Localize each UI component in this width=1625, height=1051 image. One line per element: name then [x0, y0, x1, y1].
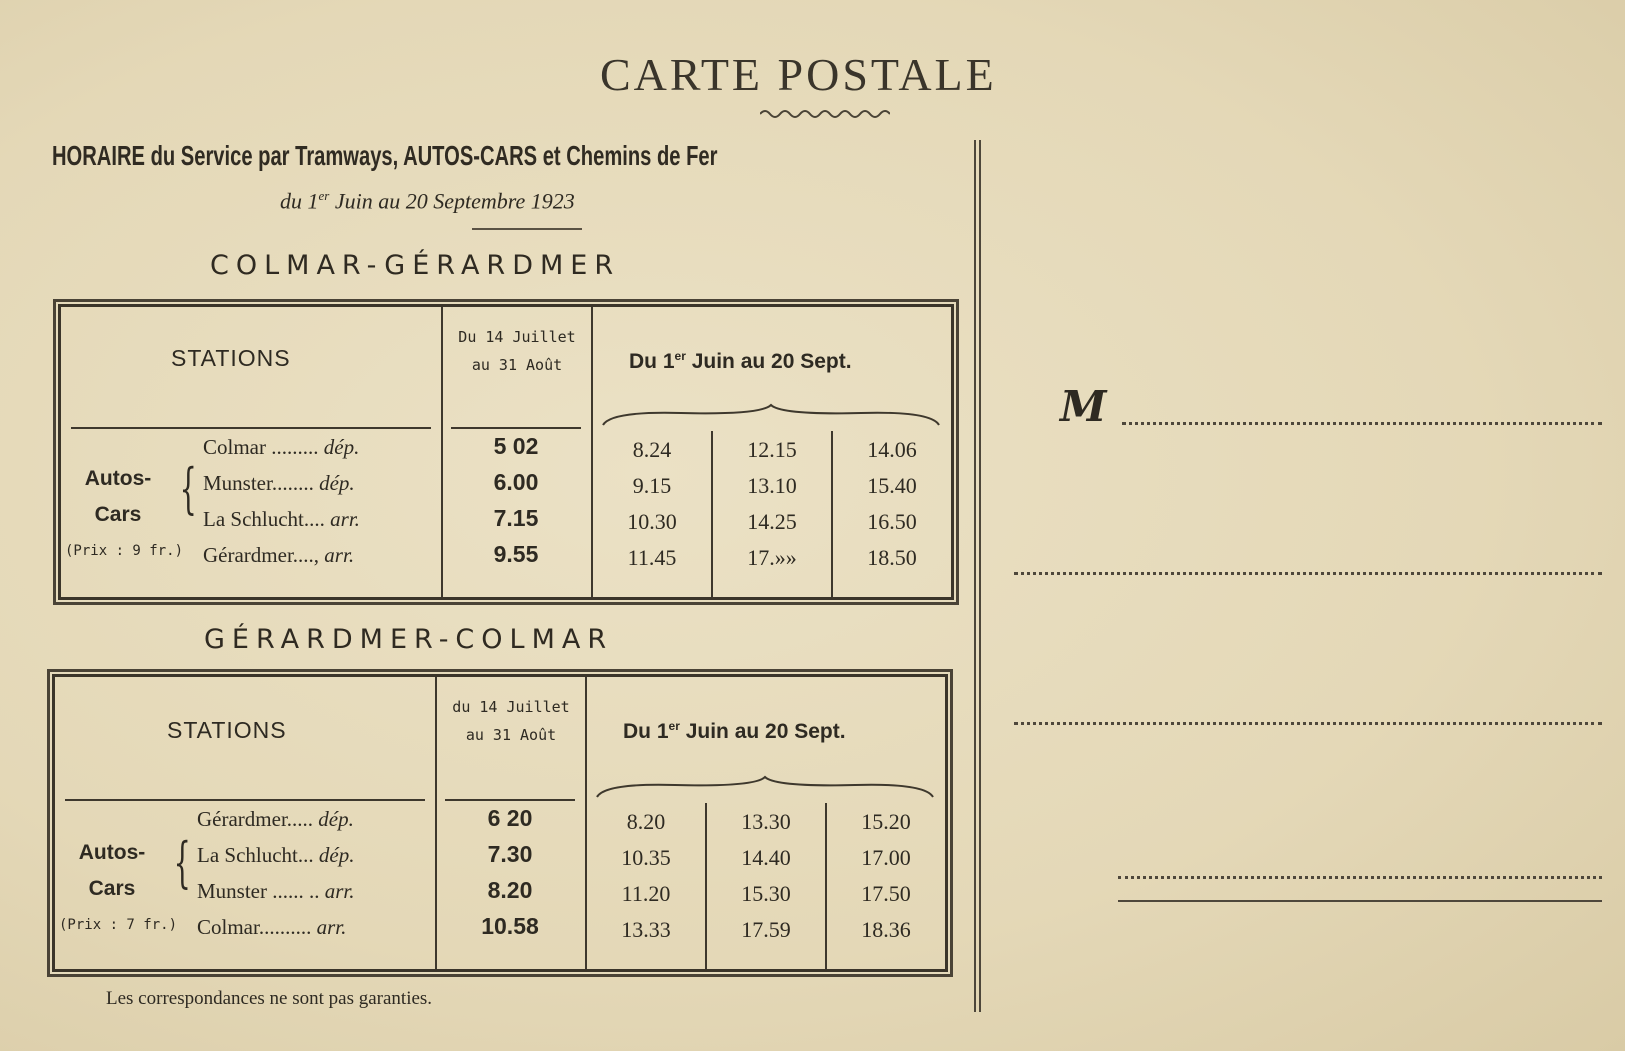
station-kind: arr.: [324, 879, 355, 903]
summer-time: 5 02: [493, 433, 539, 459]
station-kind: dép.: [318, 807, 354, 831]
station-kind: arr.: [330, 507, 360, 531]
season-time: 16.50: [867, 509, 917, 534]
season-header: [623, 719, 846, 744]
address-line: [1014, 722, 1602, 725]
season-time: 15.40: [867, 473, 917, 498]
station-name: Munster........: [203, 471, 320, 495]
season-time: 15.20: [861, 809, 911, 834]
season-sup: er: [668, 719, 680, 733]
period-post: Juin au 20 Septembre 1923: [329, 188, 575, 214]
season-time: 12.15: [747, 437, 797, 462]
title-ornament: [760, 108, 890, 120]
station-name: Gérardmer....,: [203, 543, 325, 567]
service-label-1: Autos-: [78, 841, 146, 864]
season-sup: er: [674, 349, 686, 363]
stations-header: STATIONS: [171, 345, 291, 371]
address-line: [1014, 572, 1602, 575]
timetable-period: [280, 188, 750, 214]
season-header: [629, 349, 852, 374]
stations-header: STATIONS: [167, 717, 287, 743]
footnote: Les correspondances ne sont pas garanties.: [106, 988, 433, 1009]
season-time: 8.24: [632, 437, 672, 462]
season-time: 13.10: [747, 473, 797, 498]
station-row: [197, 807, 354, 832]
sept-brace: [601, 403, 941, 429]
summer-time: 7.15: [493, 505, 539, 531]
service-label-2: Cars: [94, 503, 142, 526]
summer-time: 10.58: [481, 913, 539, 939]
timetable-table: [52, 674, 948, 972]
summer-header-1: du 14 Juillet: [452, 698, 570, 716]
station-kind: arr.: [324, 543, 355, 567]
brace-icon: {: [179, 457, 197, 520]
timetable-table: [58, 304, 954, 600]
card-title: CARTE POSTALE: [600, 49, 997, 100]
season-time: 18.36: [861, 917, 911, 942]
service-label-2: Cars: [88, 877, 136, 900]
summer-header-2: au 31 Août: [471, 356, 563, 374]
station-row: [203, 435, 359, 460]
season-post: Juin au 20 Sept.: [685, 350, 852, 373]
brace-icon: {: [173, 831, 191, 894]
season-post: Juin au 20 Sept.: [679, 720, 846, 743]
sept-brace: [595, 775, 935, 801]
season-time: 14.40: [741, 845, 791, 870]
price-label: (Prix : 7 fr.): [59, 917, 178, 933]
season-time: 10.30: [627, 509, 677, 534]
station-name: La Schlucht....: [203, 507, 331, 531]
station-name: Gérardmer.....: [197, 807, 319, 831]
season-time: 11.20: [621, 881, 671, 906]
period-rule: [472, 228, 582, 230]
summer-time: 6 20: [487, 805, 533, 831]
season-time: 11.45: [627, 545, 677, 570]
summer-time: 6.00: [493, 469, 539, 495]
station-row: [203, 507, 360, 532]
season-pre: Du 1: [623, 720, 669, 743]
address-line: [1118, 876, 1602, 879]
season-time: 17.»»: [747, 545, 797, 570]
summer-header-2: au 31 Août: [465, 726, 557, 744]
station-kind: dép.: [318, 843, 355, 867]
summer-time: 8.20: [487, 877, 533, 903]
station-row: [197, 843, 354, 868]
station-name: Munster ...... ..: [197, 879, 325, 903]
station-kind: arr.: [316, 915, 347, 939]
address-line: [1122, 422, 1602, 425]
station-name: La Schlucht...: [197, 843, 319, 867]
season-time: 13.33: [621, 917, 671, 942]
service-label-1: Autos-: [84, 467, 152, 490]
route-title: COLMAR-GÉRARDMER: [210, 250, 621, 281]
price-label: (Prix : 9 fr.): [65, 543, 184, 559]
station-name: Colmar .........: [203, 435, 324, 459]
season-pre: Du 1: [629, 350, 675, 373]
station-row: [203, 543, 354, 568]
station-row: [197, 915, 346, 940]
summer-time: 9.55: [493, 541, 539, 567]
station-row: [203, 471, 355, 496]
season-time: 14.25: [747, 509, 797, 534]
season-time: 17.00: [861, 845, 911, 870]
season-time: 8.20: [626, 809, 666, 834]
season-time: 17.59: [741, 917, 791, 942]
route-title: GÉRARDMER-COLMAR: [204, 624, 614, 655]
summer-header: [443, 323, 591, 379]
season-time: 13.30: [741, 809, 791, 834]
address-prefix: M: [1060, 382, 1107, 431]
season-time: 17.50: [861, 881, 911, 906]
summer-header: [437, 693, 585, 749]
station-kind: dép.: [323, 435, 360, 459]
summer-time: 7.30: [487, 841, 533, 867]
period-pre: du 1: [280, 188, 319, 214]
card-divider: [974, 140, 981, 1012]
season-time: 14.06: [867, 437, 917, 462]
season-time: 9.15: [632, 473, 672, 498]
timetable-heading: HORAIRE du Service par Tramways, AUTOS-CARS et Chemins de Fer: [52, 140, 718, 171]
season-time: 15.30: [741, 881, 791, 906]
address-rule: [1118, 900, 1602, 902]
station-kind: dép.: [319, 471, 355, 495]
station-row: [197, 879, 355, 904]
season-time: 10.35: [621, 845, 671, 870]
station-name: Colmar..........: [197, 915, 317, 939]
period-sup: er: [318, 188, 330, 203]
summer-header-1: Du 14 Juillet: [458, 328, 576, 346]
season-time: 18.50: [867, 545, 917, 570]
